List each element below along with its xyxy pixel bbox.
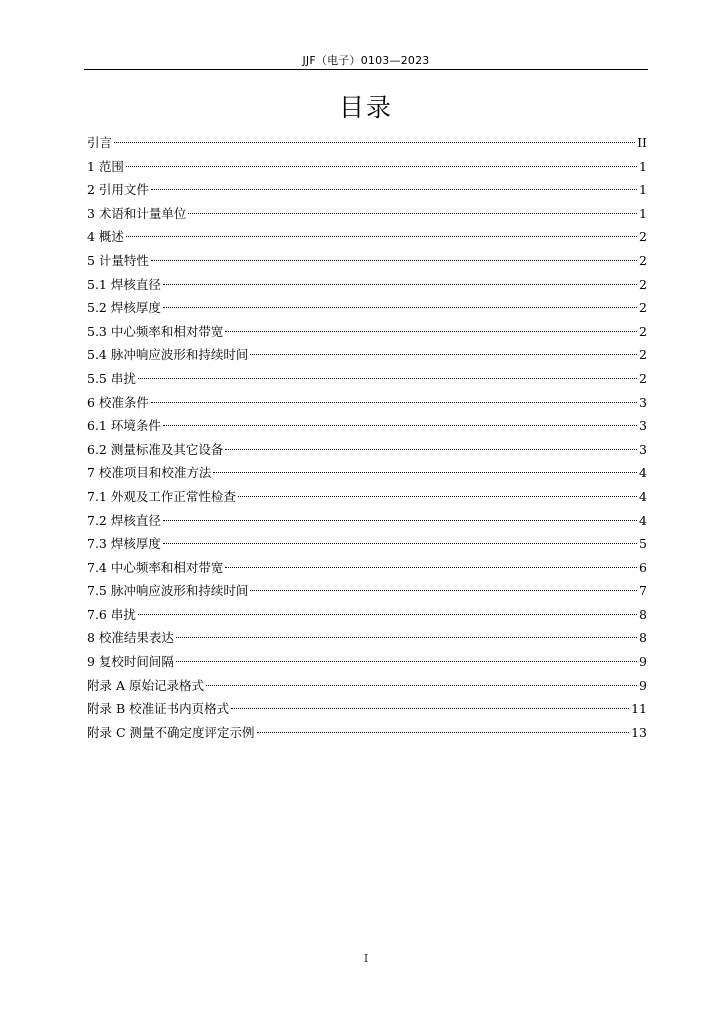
toc-entry-page: 13	[631, 724, 647, 740]
toc-entry-label: 3 术语和计量单位	[87, 205, 187, 221]
toc-dot-leader	[163, 520, 637, 521]
toc-entry-label: 7.2 焊核直径	[87, 512, 161, 528]
toc-entry[interactable]	[87, 603, 647, 627]
toc-entry-label: 5.4 脉冲响应波形和持续时间	[87, 347, 249, 363]
toc-entry[interactable]	[87, 650, 647, 674]
toc-entry[interactable]	[87, 509, 647, 533]
toc-dot-leader	[126, 236, 637, 237]
header-divider	[84, 69, 648, 70]
toc-dot-leader	[225, 567, 637, 568]
toc-entry[interactable]	[87, 626, 647, 650]
toc-entry-page: 9	[639, 677, 647, 693]
toc-entry-label: 6.1 环境条件	[87, 418, 161, 434]
toc-entry-label: 7.5 脉冲响应波形和持续时间	[87, 583, 249, 599]
toc-entry-label: 附录 C 测量不确定度评定示例	[87, 724, 255, 740]
toc-entry-label: 1 范围	[87, 158, 124, 174]
toc-dot-leader	[163, 307, 637, 308]
toc-entry[interactable]	[87, 367, 647, 391]
toc-entry-label: 5 计量特性	[87, 252, 149, 268]
toc-dot-leader	[138, 378, 637, 379]
toc-entry-page: 2	[639, 229, 647, 245]
toc-entry-label: 7.3 焊核厚度	[87, 536, 161, 552]
toc-dot-leader	[176, 661, 637, 662]
page-title: 目录	[338, 93, 393, 122]
toc-entry-page: 2	[639, 276, 647, 292]
toc-entry-label: 5.1 焊核直径	[87, 276, 161, 292]
toc-entry[interactable]	[87, 556, 647, 580]
toc-entry-page: 8	[639, 630, 647, 646]
toc-entry-page: 4	[639, 465, 647, 481]
toc-entry-label: 附录 B 校准证书内页格式	[87, 701, 230, 717]
toc-entry[interactable]	[87, 273, 647, 297]
toc-entry-label: 5.5 串扰	[87, 370, 136, 386]
toc-entry[interactable]	[87, 249, 647, 273]
toc-entry[interactable]	[87, 697, 647, 721]
toc-entry-page: 1	[639, 182, 647, 198]
toc-entry-page: 2	[639, 347, 647, 363]
toc-dot-leader	[225, 331, 637, 332]
toc-entry[interactable]	[87, 438, 647, 462]
toc-dot-leader	[151, 189, 637, 190]
toc-entry-page: 8	[639, 606, 647, 622]
toc-entry[interactable]	[87, 131, 647, 155]
toc-entry[interactable]	[87, 461, 647, 485]
toc-entry[interactable]	[87, 532, 647, 556]
toc-entry-page: 9	[639, 654, 647, 670]
toc-entry-label: 引言	[87, 135, 113, 150]
toc-dot-leader	[151, 260, 637, 261]
toc-entry[interactable]	[87, 414, 647, 438]
toc-dot-leader	[151, 402, 637, 403]
table-of-contents	[87, 131, 647, 744]
toc-dot-leader	[163, 425, 637, 426]
toc-entry-label: 7.6 串扰	[87, 606, 136, 622]
toc-dot-leader	[114, 142, 635, 143]
toc-dot-leader	[176, 637, 637, 638]
toc-entry-label: 2 引用文件	[87, 182, 149, 198]
toc-entry-page: 5	[639, 536, 647, 552]
toc-entry-label: 4 概述	[87, 229, 124, 245]
page-number: I	[363, 952, 369, 965]
toc-entry-label: 8 校准结果表达	[87, 630, 174, 646]
toc-entry[interactable]	[87, 579, 647, 603]
toc-entry-page: 3	[639, 394, 647, 410]
toc-entry-page: 3	[639, 418, 647, 434]
toc-entry[interactable]	[87, 225, 647, 249]
toc-dot-leader	[163, 543, 637, 544]
toc-entry-label: 7.1 外观及工作正常性检查	[87, 488, 236, 504]
document-header-code: JJF（电子）0103—2023	[302, 54, 430, 67]
toc-entry[interactable]	[87, 178, 647, 202]
toc-entry-page: 1	[639, 158, 647, 174]
toc-entry-label: 5.3 中心频率和相对带宽	[87, 323, 224, 339]
toc-entry[interactable]	[87, 391, 647, 415]
toc-entry[interactable]	[87, 296, 647, 320]
toc-entry-label: 5.2 焊核厚度	[87, 300, 161, 316]
toc-entry[interactable]	[87, 485, 647, 509]
toc-dot-leader	[238, 496, 637, 497]
toc-entry-label: 6.2 测量标准及其它设备	[87, 441, 224, 457]
toc-dot-leader	[250, 590, 637, 591]
toc-entry[interactable]	[87, 674, 647, 698]
toc-entry-label: 9 复校时间间隔	[87, 654, 174, 670]
toc-entry-label: 6 校准条件	[87, 394, 149, 410]
toc-dot-leader	[206, 685, 637, 686]
toc-entry-page: 4	[639, 488, 647, 504]
toc-entry-label: 7 校准项目和校准方法	[87, 465, 212, 481]
toc-entry[interactable]	[87, 202, 647, 226]
toc-entry-page: 2	[639, 252, 647, 268]
toc-dot-leader	[225, 449, 637, 450]
toc-dot-leader	[163, 284, 637, 285]
toc-entry[interactable]	[87, 155, 647, 179]
toc-entry-page: 1	[639, 205, 647, 221]
toc-entry-page: 11	[631, 701, 647, 717]
toc-entry-label: 附录 A 原始记录格式	[87, 677, 204, 693]
toc-dot-leader	[138, 614, 637, 615]
toc-entry-page: 6	[639, 559, 647, 575]
toc-entry-page: 4	[639, 512, 647, 528]
toc-dot-leader	[213, 472, 637, 473]
toc-dot-leader	[250, 354, 637, 355]
toc-entry-page: 3	[639, 441, 647, 457]
toc-dot-leader	[188, 213, 637, 214]
toc-entry-page: 2	[639, 370, 647, 386]
toc-entry-page: II	[637, 135, 647, 150]
toc-entry[interactable]	[87, 343, 647, 367]
toc-entry[interactable]	[87, 721, 647, 745]
toc-entry-page: 2	[639, 300, 647, 316]
toc-entry[interactable]	[87, 320, 647, 344]
toc-entry-page: 2	[639, 323, 647, 339]
toc-entry-page: 7	[639, 583, 647, 599]
toc-dot-leader	[126, 166, 637, 167]
toc-dot-leader	[257, 732, 630, 733]
toc-dot-leader	[231, 708, 629, 709]
toc-entry-label: 7.4 中心频率和相对带宽	[87, 559, 224, 575]
